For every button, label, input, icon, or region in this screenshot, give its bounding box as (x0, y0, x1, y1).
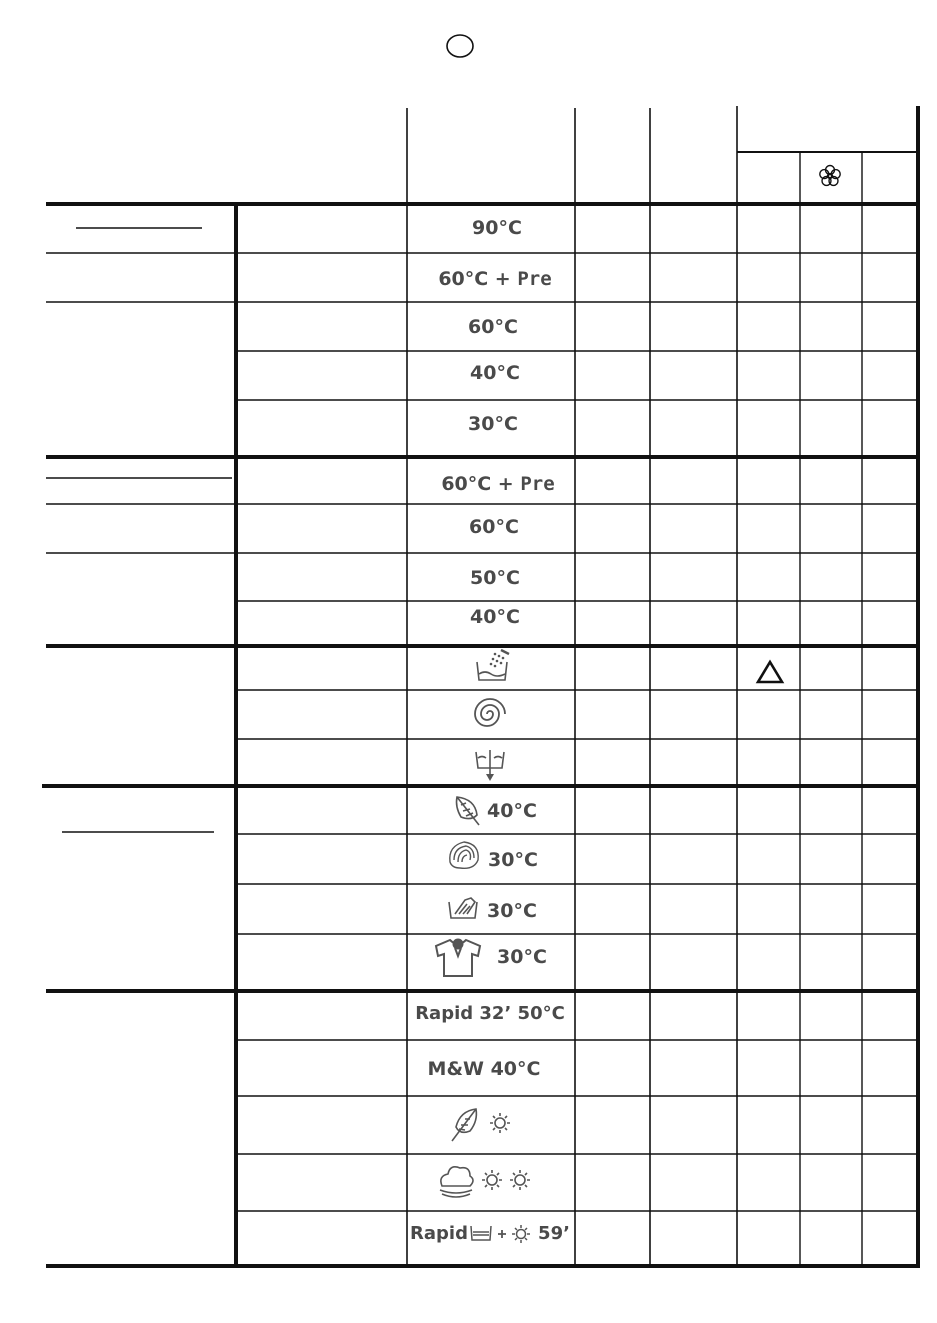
program-label-3: 60°C (468, 316, 518, 338)
program-label-16: 30°C (497, 946, 547, 968)
program-label-9: 40°C (470, 606, 520, 628)
program-label-6: 60°C + Pre (441, 473, 555, 495)
feather-icon (457, 797, 480, 825)
rapid-dry-icon (471, 1225, 530, 1243)
program-label-2: 60°C + Pre (438, 268, 552, 290)
program-label-17: Rapid 32’ 50°C (415, 1003, 565, 1024)
flower-icon (820, 166, 840, 186)
program-label-13: 40°C (487, 800, 537, 822)
drain-icon (476, 750, 504, 781)
wool-icon (450, 842, 478, 868)
language-badge-circle (447, 35, 473, 57)
spin-icon (475, 699, 505, 726)
cloud-double-sun-icon (440, 1167, 530, 1197)
program-label-21-prefix: Rapid (410, 1223, 468, 1244)
feather-sun-icon (452, 1109, 510, 1141)
program-label-18: M&W 40°C (427, 1058, 541, 1080)
warning-triangle-icon (758, 662, 782, 682)
program-label-7: 60°C (469, 516, 519, 538)
program-label-8: 50°C (470, 567, 520, 589)
hand-wash-icon (449, 898, 477, 918)
program-label-21-suffix: 59’ (538, 1223, 570, 1244)
program-label-5: 30°C (468, 413, 518, 435)
program-label-1: 90°C (472, 217, 522, 239)
program-label-4: 40°C (470, 362, 520, 384)
shirt-icon (436, 940, 480, 977)
program-label-15: 30°C (487, 900, 537, 922)
program-label-14: 30°C (488, 849, 538, 871)
rinse-icon (477, 650, 509, 680)
